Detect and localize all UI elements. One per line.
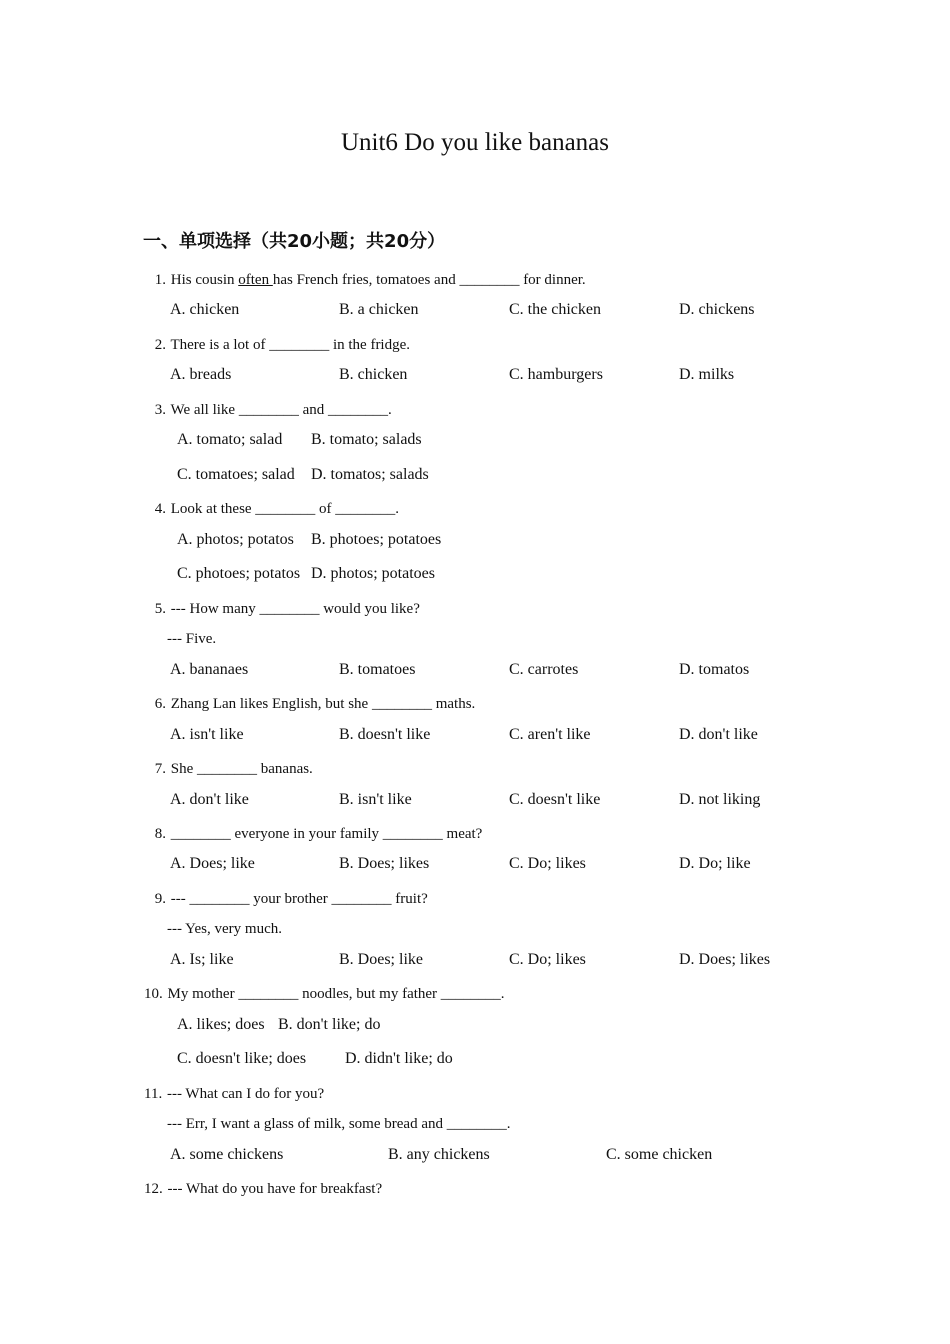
option-b: B. don't like; do (278, 1016, 381, 1033)
question-text: ________ everyone in your family ________ meat? (170, 826, 483, 842)
question-number: 8. (154, 826, 166, 842)
question-text: has French fries, tomatoes and ________ for dinner. (272, 272, 586, 288)
question-text: His cousin (170, 272, 239, 288)
page-title: Unit6 Do you like bananas (340, 129, 609, 156)
option-b: B. photoes; potatoes (311, 531, 442, 548)
option-c: C. Do; likes (509, 951, 586, 968)
option-c: C. the chicken (509, 301, 601, 318)
option-b: B. tomatoes (339, 661, 416, 678)
question-number: 2. (154, 337, 166, 353)
question-text: We all like ________ and ________. (170, 402, 392, 418)
question-6 (144, 694, 475, 714)
question-5 (144, 599, 420, 619)
option-a: A. bananaes (170, 661, 249, 678)
option-b: B. tomato; salads (311, 431, 422, 448)
option-d: D. chickens (679, 301, 755, 318)
question-9 (144, 889, 428, 909)
question-text: She ________ bananas. (170, 761, 313, 777)
option-a: A. tomato; salad (177, 431, 283, 448)
option-b: B. isn't like (339, 791, 412, 808)
option-c: C. tomatoes; salad (177, 466, 295, 483)
option-a: A. isn't like (170, 726, 244, 743)
section-heading: 一、单项选择（共20小题；共20分） (143, 231, 446, 252)
option-c: C. photoes; potatos (177, 565, 301, 582)
question-text: --- What do you have for breakfast? (167, 1181, 383, 1197)
option-a: A. Does; like (170, 855, 255, 872)
option-b: B. a chicken (339, 301, 419, 318)
option-c: C. some chicken (606, 1146, 713, 1163)
question-7 (144, 759, 313, 779)
question-2 (144, 335, 410, 355)
option-a: A. some chickens (170, 1146, 284, 1163)
option-b: B. chicken (339, 366, 408, 383)
option-a: A. photos; potatos (177, 531, 294, 548)
option-c: C. carrotes (509, 661, 579, 678)
question-number: 11. (144, 1086, 163, 1102)
question-number: 10. (144, 986, 163, 1002)
option-d: D. milks (679, 366, 735, 383)
option-d: D. don't like (679, 726, 758, 743)
option-b: B. doesn't like (339, 726, 431, 743)
option-b: B. Does; like (339, 951, 423, 968)
question-number: 6. (154, 696, 166, 712)
option-c: C. Do; likes (509, 855, 586, 872)
option-c: C. aren't like (509, 726, 591, 743)
option-d: D. tomatos; salads (311, 466, 429, 483)
option-d: D. tomatos (679, 661, 750, 678)
question-number: 1. (154, 272, 166, 288)
underlined-word: often (238, 272, 273, 288)
dialogue-line: --- Err, I want a glass of milk, some bread and ________. (167, 1116, 511, 1132)
question-number: 7. (154, 761, 166, 777)
question-4 (144, 499, 399, 519)
question-1 (144, 270, 586, 290)
question-text: My mother ________ noodles, but my father ________. (167, 986, 505, 1002)
option-d: D. Do; like (679, 855, 751, 872)
question-10 (144, 984, 505, 1004)
question-12 (144, 1179, 382, 1199)
option-d: D. photos; potatoes (311, 565, 435, 582)
option-a: A. Is; like (170, 951, 234, 968)
question-number: 12. (144, 1181, 163, 1197)
question-text: Zhang Lan likes English, but she ________ maths. (170, 696, 476, 712)
option-a: A. likes; does (177, 1016, 265, 1033)
question-number: 3. (154, 402, 166, 418)
option-d: D. not liking (679, 791, 761, 808)
option-b: B. Does; likes (339, 855, 430, 872)
dialogue-line: --- Yes, very much. (167, 921, 282, 937)
question-text: --- How many ________ would you like? (170, 601, 420, 617)
option-a: A. breads (170, 366, 232, 383)
question-11 (144, 1084, 324, 1104)
question-text: Look at these ________ of ________. (170, 501, 400, 517)
question-number: 5. (154, 601, 166, 617)
dialogue-line: --- Five. (167, 631, 217, 647)
question-number: 9. (154, 891, 166, 907)
question-number: 4. (154, 501, 166, 517)
question-text: --- What can I do for you? (166, 1086, 325, 1102)
question-8 (144, 824, 482, 844)
option-d: D. didn't like; do (345, 1050, 453, 1067)
option-c: C. hamburgers (509, 366, 603, 383)
question-text: --- ________ your brother ________ fruit? (170, 891, 428, 907)
option-a: A. don't like (170, 791, 249, 808)
option-b: B. any chickens (388, 1146, 490, 1163)
question-3 (144, 400, 392, 420)
option-d: D. Does; likes (679, 951, 771, 968)
option-c: C. doesn't like; does (177, 1050, 307, 1067)
option-c: C. doesn't like (509, 791, 601, 808)
option-a: A. chicken (170, 301, 240, 318)
question-text: There is a lot of ________ in the fridge. (170, 337, 411, 353)
